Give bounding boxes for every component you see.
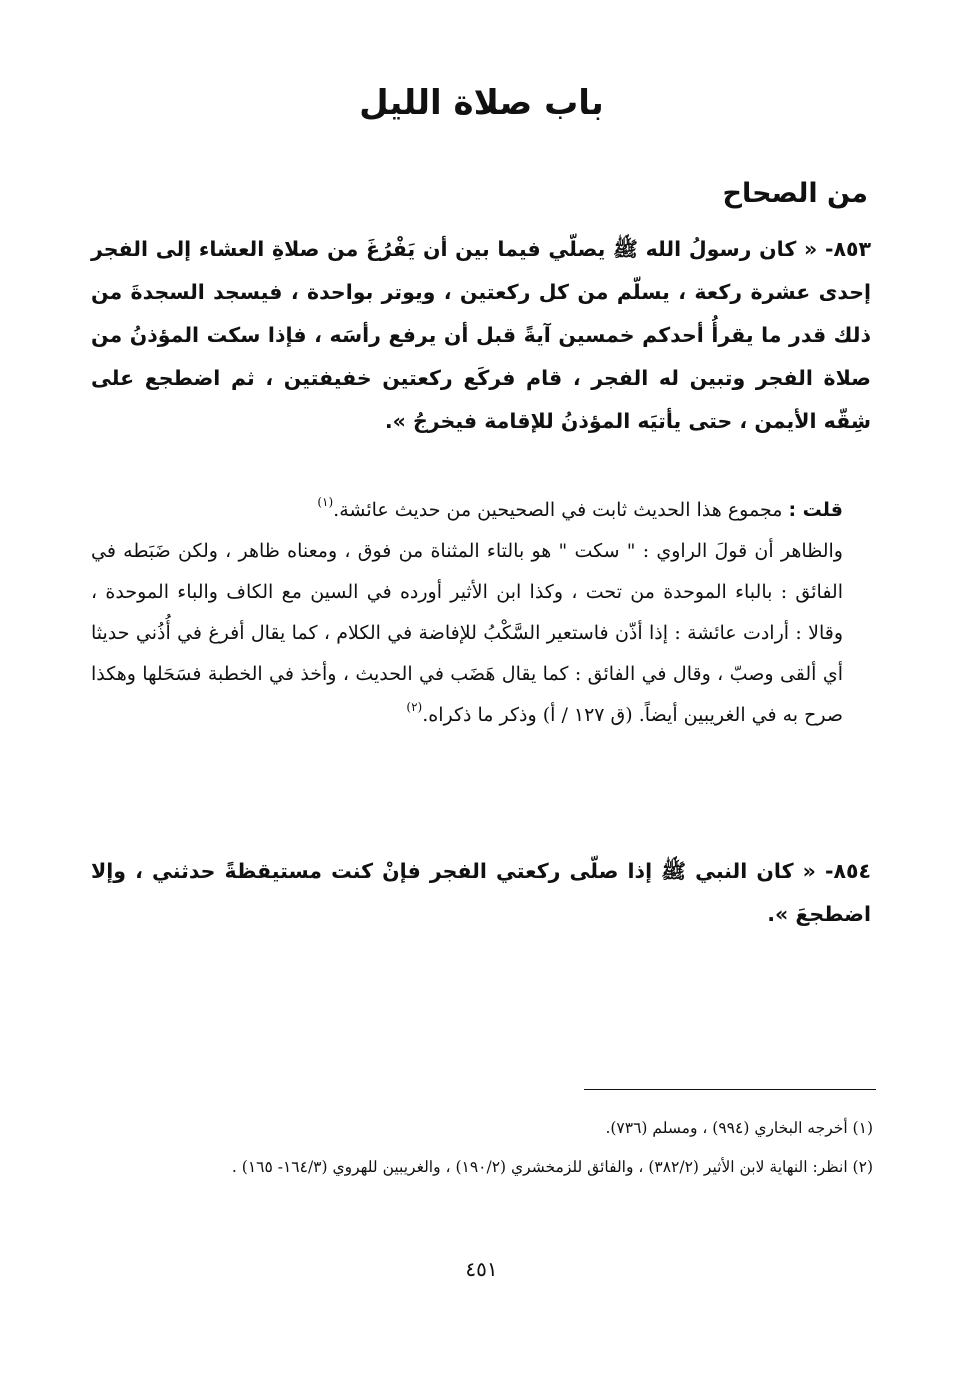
commentary-second-text: والظاهر أن قولَ الراوي : " سكت " هو بالتاء المثناة من فوق ، ومعناه ظاهر ، ولكن ضَبَطه في الفائق : بالباء الموحدة من تحت ، وكذا ابن الأثير أورده في السين مع الكاف والباء الموحدة ، وقالا : أرادت عائشة : إذا أذّن فاستعير السَّكْبُ للإفاضة في الكلام ، كما يقال أفرغ في أُذُني حديثا أي ألقى وصبّ ، وقال في الفائق : كما يقال هَضَب في الحديث ، وأخذ في الخطبة فسَحَلها وهكذا صرح به في الغريبين أيضاً. (ق ١٢٧ / أ) وذكر ما ذكراه.: [91, 540, 843, 726]
page-number: ٤٥١: [465, 1257, 498, 1281]
footnote-1: (١) أخرجه البخاري (٩٩٤) ، ومسلم (٧٣٦).: [605, 1119, 873, 1137]
qultu-label: قلت :: [788, 499, 843, 521]
footnote-ref-2[interactable]: (٢): [406, 700, 423, 714]
commentary-second-paragraph: [91, 531, 871, 736]
hadith-854: ٨٥٤- « كان النبي ﷺ إذا صلّى ركعتي الفجر فإنْ كنت مستيقظةً حدثني ، وإلا اضطجعَ ».: [91, 859, 871, 926]
footnote-ref-1[interactable]: (١): [317, 495, 334, 509]
footnote-2: (٢) انظر: النهاية لابن الأثير (٣٨٢/٢) ، والفائق للزمخشري (١٩٠/٢) ، والغريبين للهروي (١٦٤/٣- ١٦٥) .: [231, 1158, 873, 1176]
commentary: [91, 490, 871, 736]
commentary-first-paragraph: [91, 490, 871, 531]
section-heading: من الصحاح: [722, 178, 868, 209]
chapter-title: باب صلاة الليل: [359, 83, 604, 123]
footnote-divider: [584, 1089, 876, 1090]
footnotes: [88, 1112, 873, 1190]
commentary-first-text: مجموع هذا الحديث ثابت في الصحيحين من حديث عائشة.: [333, 499, 789, 521]
hadith-853: ٨٥٣- « كان رسولُ الله ﷺ يصلّي فيما بين أن يَفْرُغَ من صلاةِ العشاء إلى الفجر إحدى عشرة ركعة ، يسلّم من كل ركعتين ، ويوتر بواحدة ، فيسجد السجدةَ من ذلك قدر ما يقرأُ أحدكم خمسين آيةً قبل أن يرفع رأسَه ، فإذا سكت المؤذنُ من صلاة الفجر وتبين له الفجر ، قام فركَع ركعتين خفيفتين ، ثم اضطجع على شِقّه الأيمن ، حتى يأتيَه المؤذنُ للإقامة فيخرجُ ».: [91, 237, 871, 433]
